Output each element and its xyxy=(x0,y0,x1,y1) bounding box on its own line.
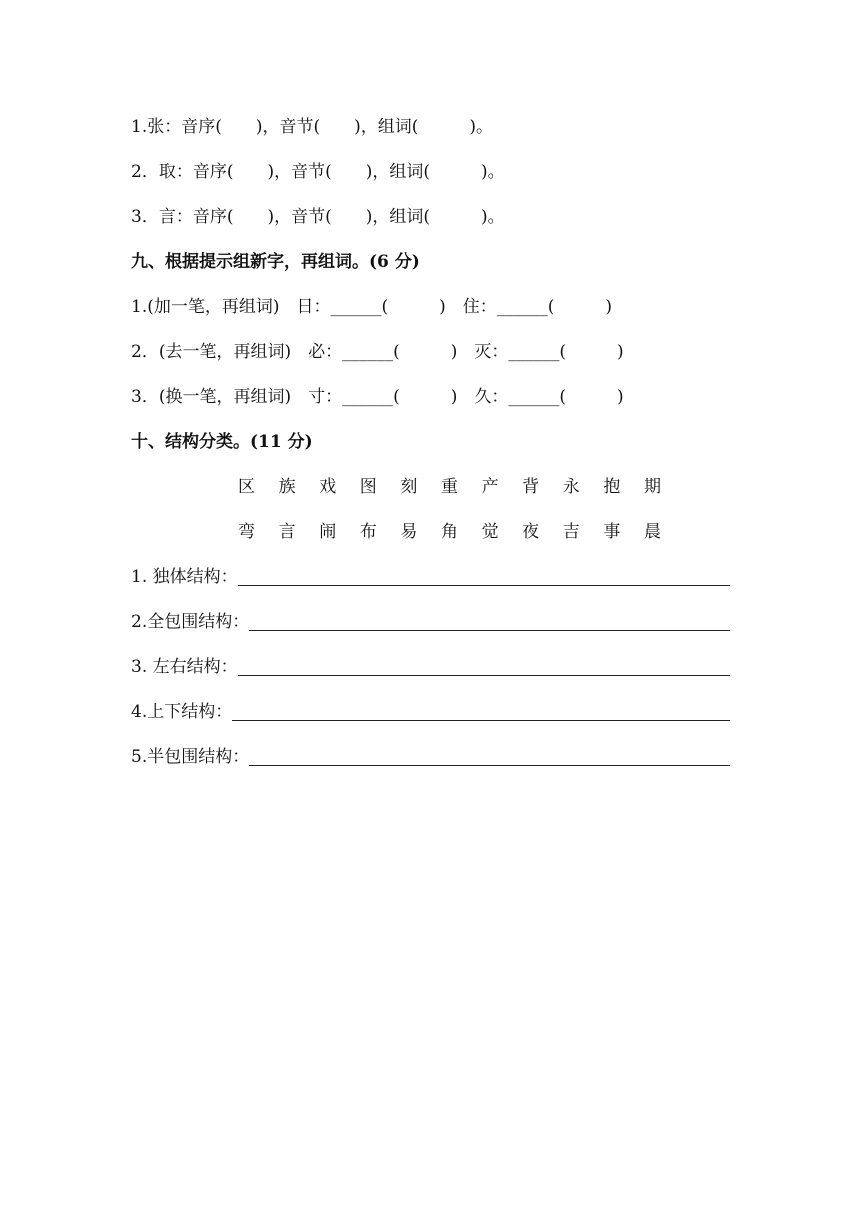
new-char-question-3: 3．(换一笔，再组词) 寸：______( ) 久：______( ) xyxy=(131,387,624,407)
answer-blank[interactable] xyxy=(249,745,730,766)
char-item: 抱 xyxy=(603,477,621,497)
char-item: 弯 xyxy=(238,522,255,542)
pinyin-question-3: 3．言：音序( )，音节( )，组词( )。 xyxy=(131,207,505,227)
structure-label: 2.全包围结构： xyxy=(131,612,250,632)
structure-label: 5.半包围结构： xyxy=(131,747,250,767)
char-row-1 xyxy=(238,475,685,499)
section-10-title: 十、结构分类。(11 分) xyxy=(131,432,313,452)
char-item: 永 xyxy=(562,477,580,497)
structure-row-full-enclosure xyxy=(131,610,730,634)
char-item: 夜 xyxy=(522,522,540,542)
section-9-title: 九、根据提示组新字，再组词。(6 分) xyxy=(131,252,420,272)
char-item: 产 xyxy=(481,477,499,497)
structure-label: 4.上下结构： xyxy=(131,702,233,722)
char-item: 布 xyxy=(359,522,377,542)
char-item: 族 xyxy=(278,477,296,497)
char-item: 背 xyxy=(522,477,540,497)
structure-row-top-bottom xyxy=(131,700,730,724)
char-item: 刻 xyxy=(400,477,418,497)
pinyin-question-2: 2．取：音序( )，音节( )，组词( )。 xyxy=(131,162,505,182)
char-item: 觉 xyxy=(481,522,499,542)
char-item: 言 xyxy=(278,522,296,542)
answer-blank[interactable] xyxy=(238,655,730,676)
char-item: 易 xyxy=(400,522,418,542)
char-item: 区 xyxy=(238,477,255,497)
answer-blank[interactable] xyxy=(249,610,730,631)
char-item: 事 xyxy=(603,522,621,542)
structure-label: 1. 独体结构： xyxy=(131,567,238,587)
new-char-question-1: 1.(加一笔，再组词) 日：______( ) 住：______( ) xyxy=(131,297,613,317)
answer-blank[interactable] xyxy=(232,700,730,721)
char-item: 重 xyxy=(440,477,458,497)
new-char-question-2: 2．(去一笔，再组词) 必：______( ) 灭：______( ) xyxy=(131,342,624,362)
char-item: 角 xyxy=(440,522,458,542)
char-item: 吉 xyxy=(562,522,580,542)
char-item: 晨 xyxy=(643,522,661,542)
structure-row-half-enclosure xyxy=(131,745,730,769)
char-item: 图 xyxy=(359,477,377,497)
char-row-2 xyxy=(238,520,685,544)
structure-row-left-right xyxy=(131,655,730,679)
structure-label: 3. 左右结构： xyxy=(131,657,238,677)
char-item: 闹 xyxy=(319,522,337,542)
char-item: 期 xyxy=(643,477,661,497)
structure-row-single xyxy=(131,565,730,589)
char-item: 戏 xyxy=(319,477,337,497)
answer-blank[interactable] xyxy=(238,565,730,586)
pinyin-question-1: 1.张：音序( )，音节( )，组词( )。 xyxy=(131,117,494,137)
